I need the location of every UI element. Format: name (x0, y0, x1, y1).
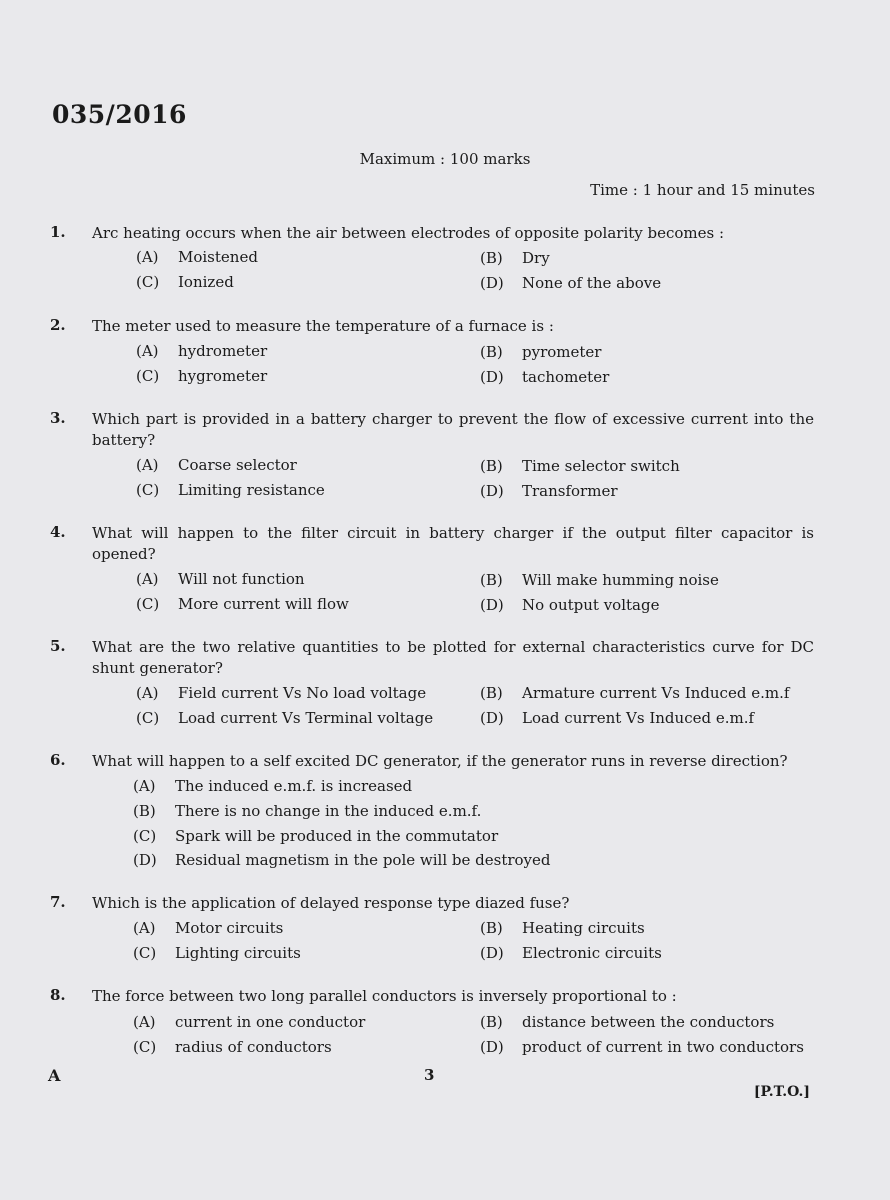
question-text: What will happen to the filter circuit in battery charger if the output filter capacitor is opened? (92, 524, 814, 563)
option-d (480, 1038, 804, 1056)
option-b (480, 249, 550, 267)
option-d (480, 596, 659, 614)
option-text: Coarse selector (178, 456, 297, 474)
option-text: Ionized (178, 273, 234, 291)
option-label: (D) (480, 274, 504, 292)
option-c (136, 481, 325, 499)
option-label: (C) (136, 709, 160, 727)
option-label: (C) (136, 595, 160, 613)
option-a (133, 1013, 365, 1031)
question-number: 8. (50, 986, 66, 1004)
option-label: (D) (480, 944, 504, 962)
option-b (480, 457, 680, 475)
option-label: (A) (133, 777, 156, 795)
option-label: (B) (480, 249, 503, 267)
option-d (133, 851, 551, 869)
option-label: (B) (480, 919, 503, 937)
option-label: (C) (136, 273, 160, 291)
option-text: product of current in two conductors (522, 1038, 804, 1056)
option-text: Heating circuits (522, 919, 645, 937)
option-text: hygrometer (178, 367, 268, 385)
option-label: (A) (136, 248, 159, 266)
option-a (136, 570, 305, 588)
option-c (136, 595, 349, 613)
option-c (136, 709, 433, 727)
option-label: (D) (480, 596, 504, 614)
question-number: 4. (50, 523, 66, 541)
option-c (136, 273, 234, 291)
time-allowed: Time : 1 hour and 15 minutes (590, 181, 815, 199)
question-text: Arc heating occurs when the air between electrodes of opposite polarity becomes : (92, 224, 725, 242)
paper-code: 035/2016 (52, 100, 187, 129)
option-text: The induced e.m.f. is increased (175, 777, 413, 795)
option-label: (B) (480, 1013, 503, 1031)
option-text: Electronic circuits (522, 944, 662, 962)
option-text: Will not function (178, 570, 305, 588)
max-marks: Maximum : 100 marks (359, 150, 531, 168)
option-text: Field current Vs No load voltage (178, 684, 427, 702)
option-b (480, 919, 645, 937)
option-text: Load current Vs Terminal voltage (178, 709, 434, 727)
option-a (136, 342, 267, 360)
option-label: (C) (136, 367, 160, 385)
option-d (480, 482, 618, 500)
option-d (480, 274, 661, 292)
option-label: (C) (133, 1038, 157, 1056)
please-turn-over: [P.T.O.] (753, 1084, 810, 1100)
option-label: (B) (480, 571, 503, 589)
option-label: (B) (480, 343, 503, 361)
option-text: Load current Vs Induced e.m.f (522, 709, 755, 727)
option-label: (D) (480, 368, 504, 386)
option-a (133, 919, 283, 937)
option-b (480, 1013, 774, 1031)
option-c (133, 827, 498, 845)
option-text: Will make humming noise (522, 571, 719, 589)
option-b (133, 802, 481, 820)
option-label: (A) (136, 342, 159, 360)
option-text: Dry (522, 249, 550, 267)
option-c (133, 944, 301, 962)
option-b (480, 684, 789, 702)
option-text: There is no change in the induced e.m.f. (175, 802, 482, 820)
option-text: Spark will be produced in the commutator (175, 827, 499, 845)
option-text: tachometer (522, 368, 610, 386)
option-a (136, 684, 426, 702)
option-label: (A) (136, 684, 159, 702)
option-text: pyrometer (522, 343, 602, 361)
option-text: current in one conductor (175, 1013, 366, 1031)
option-label: (A) (133, 919, 156, 937)
option-text: hydrometer (178, 342, 268, 360)
question-number: 1. (50, 223, 66, 241)
option-a (133, 777, 412, 795)
option-label: (A) (136, 570, 159, 588)
option-a (136, 248, 258, 266)
question-text: The meter used to measure the temperature of a furnace is : (92, 317, 554, 335)
option-label: (D) (480, 1038, 504, 1056)
option-text: distance between the conductors (522, 1013, 775, 1031)
option-label: (D) (480, 482, 504, 500)
question-text: The force between two long parallel conductors is inversely proportional to : (92, 987, 677, 1005)
option-text: More current will flow (178, 595, 349, 613)
option-text: Limiting resistance (178, 481, 325, 499)
question-number: 6. (50, 751, 66, 769)
question-number: 5. (50, 637, 66, 655)
option-label: (C) (136, 481, 160, 499)
option-label: (C) (133, 944, 157, 962)
option-text: Motor circuits (175, 919, 284, 937)
question-text: Which is the application of delayed response type diazed fuse? (92, 894, 570, 912)
option-b (480, 571, 719, 589)
option-text: Lighting circuits (175, 944, 301, 962)
question-number: 2. (50, 316, 66, 334)
option-text: radius of conductors (175, 1038, 332, 1056)
option-text: Transformer (522, 482, 618, 500)
option-label: (D) (480, 709, 504, 727)
option-label: (A) (136, 456, 159, 474)
option-text: No output voltage (522, 596, 660, 614)
option-label: (B) (133, 802, 156, 820)
question-number: 7. (50, 893, 66, 911)
question-number: 3. (50, 409, 66, 427)
option-d (480, 709, 754, 727)
option-c (136, 367, 267, 385)
option-label: (D) (133, 851, 157, 869)
option-d (480, 944, 662, 962)
option-label: (A) (133, 1013, 156, 1031)
option-text: Time selector switch (522, 457, 680, 475)
option-d (480, 368, 609, 386)
option-text: Moistened (178, 248, 258, 266)
option-b (480, 343, 601, 361)
option-text: Residual magnetism in the pole will be destroyed (175, 851, 551, 869)
question-text: What are the two relative quantities to be plotted for external characteristics curve for DC shunt generator? (92, 638, 814, 677)
option-text: None of the above (522, 274, 662, 292)
option-label: (B) (480, 684, 503, 702)
option-label: (C) (133, 827, 157, 845)
series-letter: A (48, 1066, 61, 1085)
option-text: Armature current Vs Induced e.m.f (522, 684, 790, 702)
question-text: Which part is provided in a battery charger to prevent the flow of excessive current into the battery? (92, 410, 814, 449)
option-a (136, 456, 297, 474)
page-number: 3 (424, 1066, 435, 1084)
option-label: (B) (480, 457, 503, 475)
question-text: What will happen to a self excited DC generator, if the generator runs in reverse direction? (92, 752, 788, 770)
option-c (133, 1038, 332, 1056)
